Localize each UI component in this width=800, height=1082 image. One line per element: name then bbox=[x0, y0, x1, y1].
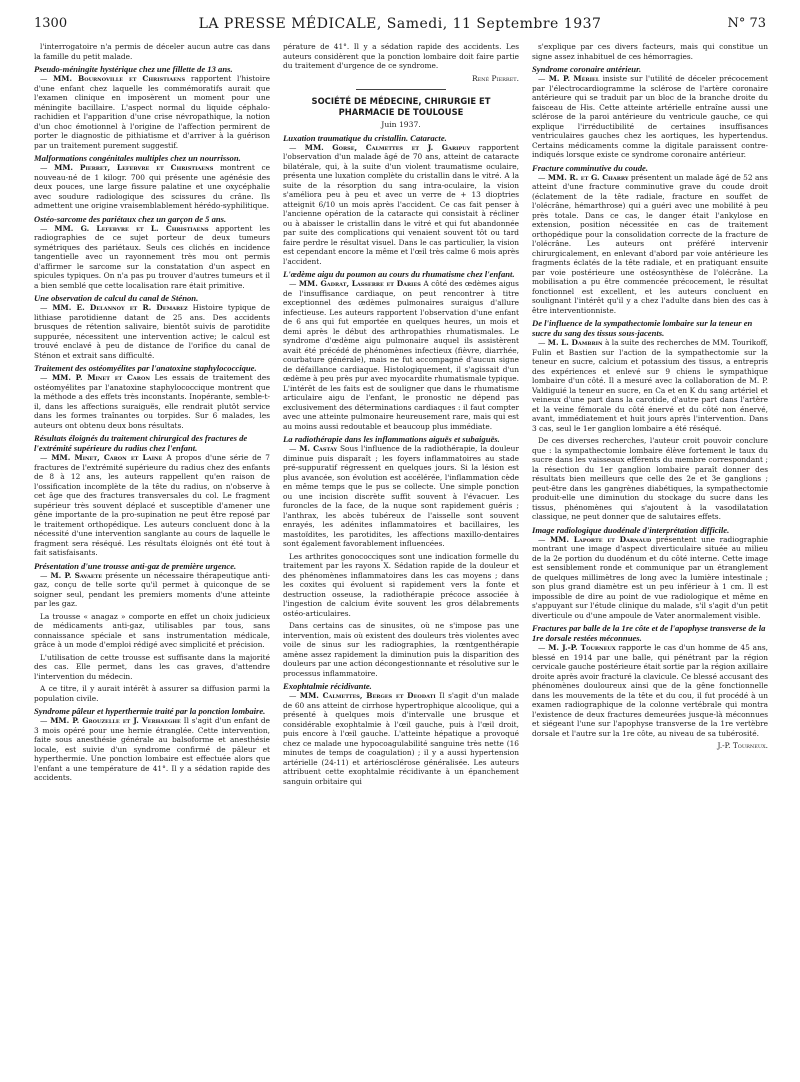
paragraph bbox=[283, 621, 519, 678]
abstract-title: Luxation traumatique du cristallin. Cataracte. bbox=[283, 132, 447, 143]
body-text: L'utilisation de cette trousse est suffisante dans la majorité des cas. Elle permet, dans les cas graves, d'attendre l'intervention du médecin. bbox=[34, 652, 270, 681]
signature-pierret: René Pierret. bbox=[471, 73, 519, 83]
abstract-body: — M. Castay Sous l'influence de la radiothérapie, la douleur diminue puis disparaît ; les foyers inflammatoires au stade pré-suppuratif régressent en quelques jours. Si la lésion est plus avancée, son évolution est accélérée, l'inflammation cède en même temps que le pus se collecte. Une simple ponction ou une incision discrète suffit souvent à l'évacuer. Les furoncles de la face, de la nuque sont rapidement guéris ; l'anthrax, les abcès tubéreux de l'aisselle sont souvent enrayés, les adénites inflammatoires et bacillaires, les mastoïdites, les parotidites, les affections maxillo-dentaires sont également favorablement influencées. bbox=[283, 444, 519, 548]
abstract-body: — MM. Gorse, Calmettes et J. Garipuy rapportent l'observation d'un malade âgé de 70 ans, atteint de cataracte bilatérale, qui, à la suite d'un violent traumatisme oculaire, présenta une luxation complète du cristallin dans le vitré. A la suite de la résorption du sang intra-oculaire, la vision s'améliora peu à peu et avec un verre de + 13 dioptries atteignit 6/10 un mois après l'accident. Ce cas fait penser à l'ancienne opération de la cataracte qui consistait à récliner ou à abaisser le cristallin dans le vitré et qui fut abandonnée par suite des complications qui venaient souvent tôt ou tard faire perdre le résultat visuel. Dans le cas particulier, la vision est cependant encore la même et l'œil très calme 6 mois après l'accident. bbox=[283, 142, 519, 266]
body-text: Sous l'influence de la radiothérapie, la douleur diminue puis disparaît ; les foyers inflammatoires au stade pré-suppuratif régressent en quelques jours. Si la lésion est plus avancée, son évolution est accélérée, l'inflammation cède en même temps que le pus se collecte. Une simple ponction ou une incision discrète suffit souvent à l'évacuer. Les furoncles de la face, de la nuque sont rapidement guéris ; l'anthrax, les abcès tubéreux de l'aisselle sont souvent enrayés, les adénites inflammatoires et bacillaires, les mastoïdites, les parotidites, les affections maxillo-dentaires sont également favorablement influencées. bbox=[283, 444, 519, 548]
body-text: A côté des œdèmes aigus de l'insuffisance cardiaque, on peut rencontrer à titre exceptionnel des œdèmes pulmonaires suraigus d'allure infectieuse. Les auteurs rapportent l'observation d'une enfant de 6 ans qui fut emportée en quelques heures, un mois et demi après le début des arthropathies rhumatismales. Le syndrome d'œdème aigu pulmonaire auquel ils assistèrent avait été précédé de phénomènes infectieux (fièvre, diarrhée, courbature générale), mais ne fut accompagné d'aucun signe de défaillance cardiaque. Histologiquement, il s'agissait d'un œdème à peu près pur avec myocardite rhumatismale typique. L'intérêt de les faits est de souligner que dans le rhumatisme articulaire aigu de l'enfant, le pronostic ne dépend pas exclusivement des déterminations cardiaques : il faut compter avec une atteinte pulmonaire heureusement rare, mais qui est au moins aussi redoutable et beaucoup plus immédiate. bbox=[283, 279, 519, 431]
abstract-title: Image radiologique duodénale d'interprétation difficile. bbox=[532, 524, 730, 535]
column-2 bbox=[283, 42, 519, 1072]
issue-number: N° 73 bbox=[727, 16, 766, 31]
abstract-body: — MM. Minet, Caron et Laine A propos d'une série de 7 fractures de l'extrémité supérieure du radius chez des enfants de 8 à 12 ans, les auteurs rappellent qu'en raison de l'ossification incomplète de la tête du radius, on n'observe à cet âge que des fractures transversales du col. Le fragment supérieur très souvent déplacé et susceptible d'amener une gêne importante de la pro-supination ne peut être reposé par le traitement orthopédique. Les auteurs concluent donc à la nécessité d'une intervention sanglante au cours de laquelle le fragment sera réséqué. Les résultats éloignés ont été tout à fait satisfaisants. bbox=[34, 453, 270, 557]
abstract-body: — MM. P. Minet et Caron Les essais de traitement des ostéomyélites par l'anatoxine staphylococcique montrent que la méthode a des effets très inconstants. Inopérante, semble-t-il, dans les affections suraiguës, elle rendrait plutôt service dans les formes traînantes ou torpides. Sur 6 malades, les auteurs ont obtenu deux bons résultats. bbox=[34, 373, 270, 430]
paragraph bbox=[532, 436, 768, 522]
body-text: Il s'agit d'un enfant de 3 mois opéré pour une hernie étranglée. Cette intervention, faite sous anesthésie générale au balsoforme et anesthésie locale, est suivie d'un syndrome confirmé de pâleur et hyperthermie. Une ponction lombaire est effectuée alors que l'enfant a une température de 41°. Il y a sédation rapide des accidents. bbox=[34, 716, 270, 782]
body-text: à la suite des recherches de MM. Tourikoff, Fulin et Bastien sur l'action de la sympathectomie sur la teneur en sucre, calcium et potassium des tissus, a entrepris des expériences et enlevé sur 9 chiens le sympathique lombaire d'un côté. Il a mesuré avec la collaboration de M. P. Valdiguié la teneur en sucre, en Ca et en K du sang artériel et veineux d'une part dans la carotide, d'autre part dans l'artère et la veine fémorale du côté énervé et du côté non énervé, avant, immédiatement et huit jours après l'intervention. Dans 3 cas, seul le 1er ganglion lombaire a été réséqué. bbox=[532, 338, 768, 433]
body-text: De ces diverses recherches, l'auteur croit pouvoir conclure que : la sympathectomie lombaire élève fortement le taux du sucre dans les vaisseaux efférents du membre correspondant ; la résection du 1er ganglion lombaire paraît donner des résultats bien meilleurs que celle des 2e et 3e ganglions ; peut-être dans les gangrènes diabétiques, la sympathectomie produit-elle une diminution du stockage du sucre dans les tissus, phénomènes qui s'ajoutent à la vasodilatation classique, ne peut donner que de salutaires effets. bbox=[532, 436, 768, 521]
abstract-body: — MM. Gadrat, Lasserre et Daries A côté des œdèmes aigus de l'insuffisance cardiaque, on peut rencontrer à titre exceptionnel des œdèmes pulmonaires suraigus d'allure infectieuse. Les auteurs rapportent l'observation d'une enfant de 6 ans qui fut emportée en quelques heures, un mois et demi après le début des arthropathies rhumatismales. Le syndrome d'œdème aigu pulmonaire auquel ils assistèrent avait été précédé de phénomènes infectieux (fièvre, diarrhée, courbature générale), mais ne fut accompagné d'aucun signe de défaillance cardiaque. Histologiquement, il s'agissait d'un œdème à peu près pur avec myocardite rhumatismale typique. L'intérêt de les faits est de souligner que dans le rhumatisme articulaire aigu de l'enfant, le pronostic ne dépend pas exclusivement des déterminations cardiaques : il faut compter avec une atteinte pulmonaire heureusement rare, mais qui est au moins aussi redoutable et beaucoup plus immédiate. bbox=[283, 279, 519, 431]
body-text: rapportent l'histoire d'une enfant chez laquelle les commémoratifs aurait que l'examen clinique en imposèrent un moment pour une méningite bacillaire. L'aspect normal du liquide céphalo-rachidien et l'apparition d'une crise névropathique, la notion d'un choc émotionnel à l'origine de l'affection permirent de porter le diagnostic de pithiatisme et d'arriver à la guérison par un traitement purement suggestif. bbox=[34, 74, 270, 150]
body-text: présentent un malade âgé de 52 ans atteint d'une fracture comminutive grave du coude droit (éclatement de la tête radiale, fracture en souffet de l'olécrâne, hémarthrose) qui a guéri avec une mobilité à peu près totale. Dans ce cas, le danger était l'ankylose en extension, position nécessitée en cas de traitement orthopédique pour la consolidation correcte de la fracture de l'olécrâne. Les auteurs ont préféré intervenir chirurgicalement, en enlevant d'abord par voie antérieure les fragments éclatés de la tête radiale, et en pratiquant ensuite par voie postérieure une ostéosynthèse de l'olécrâne. La mobilisation a pu être commencée précocement, le résultat fonctionnel est excellent, et les auteurs concluent en soulignant l'intérêt qu'il y a chez l'adulte dans bien des cas à être interventionniste. bbox=[532, 172, 768, 315]
column-3 bbox=[532, 42, 768, 1072]
abstract-title: Syndrome pâleur et hyperthermie traité par la ponction lombaire. bbox=[34, 706, 266, 716]
signature-tourneux: J.-P. Tourneux. bbox=[717, 741, 768, 750]
body-text: rapporte le cas d'un homme de 45 ans, blessé en 1914 par une balle, qui pénétrant par la région cervicale gauche postérieure était sortie par la région axillaire droite après avoir fracturé la clavicule. Ce blessé accusant des phénomènes douloureux ainsi que de la gêne fonctionnelle dans les mouvements de la tête et du cou, il fut procédé à un examen radiographique de la colonne vertébrale qui montra l'existence de deux fractures demeurées jusque-là méconnues et siégeant l'une sur l'apophyse transverse de la 1re vertèbre dorsale et l'autre sur la 1re côte, au niveau de sa tubérosité. bbox=[532, 643, 768, 738]
page-number: 1300 bbox=[34, 16, 68, 31]
body-text: A propos d'une série de 7 fractures de l'extrémité supérieure du radius chez des enfants de 8 à 12 ans, les auteurs rappellent qu'en raison de l'ossification incomplète de la tête du radius, on n'observe à cet âge que des fractures transversales du col. Le fragment supérieur très souvent déplacé et susceptible d'amener une gêne importante de la pro-supination ne peut être reposé par le traitement orthopédique. Les auteurs concluent donc à la nécessité d'une intervention sanglante au cours de laquelle le fragment sera réséqué. Les résultats éloignés ont été tout à fait satisfaisants. bbox=[34, 453, 270, 557]
body-text: montrent ce nouveau-né de 1 kilogr. 700 qui présente une agénésie des deux pouces, une large fissure palatine et une oxycéphalie avec soudure radiologique des scissures du crâne. Ils admettent une origine vraisemblablement hérédo-syphilitique. bbox=[34, 163, 270, 210]
author-names: M. P. Mériel bbox=[548, 74, 600, 83]
author-names: MM. E. Delannoy et R. Demarez bbox=[52, 303, 188, 312]
abstract-body: — M. J.-P. Tourneux rapporte le cas d'un homme de 45 ans, blessé en 1914 par une balle, qui pénétrant par la région cervicale gauche postérieure était sortie par la région axillaire droite après avoir fracturé la clavicule. Ce blessé accusant des phénomènes douloureux ainsi que de la gêne fonctionnelle dans les mouvements de la tête et du cou, il fut procédé à un examen radiographique de la colonne vertébrale qui montra l'existence de deux fractures demeurées jusque-là méconnues et siégeant l'une sur l'apophyse transverse de la 1re vertèbre dorsale et l'autre sur la 1re côte, au niveau de sa tubérosité. bbox=[532, 643, 768, 738]
body-text: insiste sur l'utilité de déceler précocement par l'électrocardiogramme la sclérose de l'artère coronaire antérieure qui se traduit par un bloc de la branche droite du faisceau de His. Cette atteinte artérielle entraîne aussi une sclérose de la paroi antérieure du ventricule gauche, ce qui explique l'irréductibilité de certaines insuffisances ventriculaires gauches chez les aortiques, les hypertendus. Certains médicaments comme la digitale paraissent contre-indiqués lorsque existe ce syndrome coronaire antérieur. bbox=[532, 74, 768, 159]
author-names: MM. G. Lefebvre et L. Christiaens bbox=[54, 223, 209, 233]
body-text: rapportent l'observation d'un malade âgé de 70 ans, atteint de cataracte bilatérale, qui, à la suite d'un violent traumatisme oculaire, présenta une luxation complète du cristallin dans le vitré. A la suite de la résorption du sang intra-oculaire, la vision s'améliora peu à peu et avec un verre de + 13 dioptries atteignit 6/10 un mois après l'accident. Ce cas fait penser à l'ancienne opération de la cataracte qui consistait à récliner ou à abaisser le cristallin dans le vitré et qui fut abandonnée par suite des complications qui venaient souvent tôt ou tard faire perdre le résultat visuel. Dans le cas particulier, la vision est cependant encore la même et l'œil très calme 6 mois après l'accident. bbox=[283, 142, 519, 266]
column-1 bbox=[34, 42, 270, 1072]
abstract-title: Malformations congénitales multiples chez un nourrisson. bbox=[34, 153, 241, 163]
body-text: apportent les radiographies de ce sujet porteur de deux tumeurs symétriques des pariétaux. Seuls ces clichés en incidence tangentielle avec un rayonnement très mou ont permis d'affirmer le sarcome sur la constatation d'un aspect en spicules typiques. On n'a pas pu trouver d'autres tumeurs et il a bien semblé que cette localisation rare était primitive. bbox=[34, 223, 270, 290]
journal-title: LA PRESSE MÉDICALE, Samedi, 11 Septembre 1937 bbox=[198, 16, 602, 32]
paragraph bbox=[283, 552, 519, 619]
abstract-title: Ostéo-sarcome des pariétaux chez un garçon de 5 ans. bbox=[34, 213, 227, 224]
abstract-body: — MM. Bournoville et Christiaens rapportent l'histoire d'une enfant chez laquelle les commémoratifs aurait que l'examen clinique en imposèrent un moment pour une méningite bacillaire. L'aspect normal du liquide céphalo-rachidien et l'apparition d'une crise névropathique, la notion d'un choc émotionnel à l'origine de l'affection permirent de porter le diagnostic de pithiatisme et d'arriver à la guérison par un traitement purement suggestif. bbox=[34, 74, 270, 150]
paragraph bbox=[34, 612, 270, 650]
society-heading: SOCIÉTÉ DE MÉDECINE, CHIRURGIE ET PHARMACIE DE TOULOUSE bbox=[311, 96, 491, 117]
abstract-title: Une observation de calcul du canal de Sténon. bbox=[34, 293, 199, 303]
abstract-title: Pseudo-méningite hystérique chez une fillette de 13 ans. bbox=[34, 64, 233, 74]
author-names: MM. P. Minet et Caron bbox=[51, 373, 150, 382]
abstract-title: Présentation d'une trousse anti-gaz de première urgence. bbox=[34, 560, 237, 571]
body-text: Il s'agit d'un malade de 60 ans atteint de cirrhose hypertrophique alcoolique, qui a présenté à quelques mois d'intervalle une brusque et considérable exophtalmie à l'œil gauche, puis à l'œil droit, puis encore à l'œil gauche. L'atteinte hépatique a provoqué chez ce malade une hypocoagulabilité sanguine très nette (16 minutes de temps de coagulation) ; il y a aussi hypertension artérielle (24-11) et artériosclérose généralisée. Les auteurs attribuent cette exophtalmie récidivante à un épanchement sanguin orbitaire qui bbox=[283, 691, 519, 786]
abstract-title: Syndrome coronaire antérieur. bbox=[532, 64, 642, 74]
paragraph bbox=[34, 42, 270, 61]
column-2-lead-text: pérature de 41°. Il y a sédation rapide des accidents. Les auteurs considèrent que la ponction lombaire doit faire partie du traitement d'urgence de ce syndrome. bbox=[283, 42, 519, 70]
body-text: s'explique par ces divers facteurs, mais qui constitue un signe assez inhabituel de ces hémorragies. bbox=[532, 42, 768, 61]
abstract-body: — M. P. Mériel insiste sur l'utilité de déceler précocement par l'électrocardiogramme la sclérose de l'artère coronaire antérieure qui se traduit par un bloc de la branche droite du faisceau de His. Cette atteinte artérielle entraîne aussi une sclérose de la paroi antérieure du ventricule gauche, ce qui explique l'irréductibilité de certaines insuffisances ventriculaires gauches chez les aortiques, les hypertendus. Certains médicaments comme la digitale paraissent contre-indiqués lorsque existe ce syndrome coronaire antérieur. bbox=[532, 74, 768, 159]
abstract-title: L'œdème aigu du poumon au cours du rhumatisme chez l'enfant. bbox=[283, 269, 515, 279]
body-text: Les arthrites gonococciques sont une indication formelle du traitement par les rayons X. Sédation rapide de la douleur et des phénomènes inflammatoires dans les cas moyens ; dans les coxites qui évoluent si rapidement vers la fonte et destruction osseuse, la radiothérapie précoce associée à l'ingestion de calcium évite souvent les gros délabrements ostéo-articulaires. bbox=[283, 551, 519, 618]
abstract-body: — MM. Calmettes, Berges et Deodati Il s'agit d'un malade de 60 ans atteint de cirrhose hypertrophique alcoolique, qui a présenté à quelques mois d'intervalle une brusque et considérable exophtalmie à l'œil gauche, puis à l'œil droit, puis encore à l'œil gauche. L'atteinte hépatique a provoqué chez ce malade une hypocoagulabilité sanguine très nette (16 minutes de temps de coagulation) ; il y a aussi hypertension artérielle (24-11) et artériosclérose généralisée. Les auteurs attribuent cette exophtalmie récidivante à un épanchement sanguin orbitaire qui bbox=[283, 691, 519, 786]
abstract-body: — M. P. Savaete présente un nécessaire thérapeutique anti-gaz, conçu de telle sorte qu'il permet à quiconque de se soigner seul, pendant les premiers moments d'une atteinte par les gaz. bbox=[34, 570, 270, 608]
paragraph bbox=[34, 684, 270, 703]
paragraph bbox=[34, 653, 270, 682]
abstract-body: — MM. P. Grouzelle et J. Verhaeghe Il s'agit d'un enfant de 3 mois opéré pour une hernie étranglée. Cette intervention, faite sous anesthésie générale au balsoforme et anesthésie locale, est suivie d'un syndrome confirmé de pâleur et hyperthermie. Une ponction lombaire est effectuée alors que l'enfant a une température de 41°. Il y a sédation rapide des accidents. bbox=[34, 716, 270, 782]
paragraph bbox=[532, 42, 768, 61]
author-names: MM. Bournoville et Christiaens bbox=[53, 74, 186, 83]
author-names: M. Castay bbox=[299, 444, 338, 453]
society-session-date: Juin 1937. bbox=[381, 120, 421, 129]
author-names: M. J.-P. Tourneux bbox=[548, 643, 616, 652]
section-divider bbox=[356, 89, 446, 90]
abstract-body: — MM. E. Delannoy et R. Demarez Histoire typique de lithiase parotidienne datant de 25 ans. Des accidents brusques de rétention salivaire, bientôt suivis de parotidite suppurée, nécessitent une intervention active; le calcul est trouvé enclavé à peu de distance de l'orifice du canal de Sténon et extrait sans difficulté. bbox=[34, 303, 270, 360]
abstract-body: — MM. R. et G. Charry présentent un malade âgé de 52 ans atteint d'une fracture comminutive grave du coude droit (éclatement de la tête radiale, fracture en souffet de l'olécrâne, hémarthrose) qui a guéri avec une mobilité à peu près totale. Dans ce cas, le danger était l'ankylose en extension, position nécessitée en cas de traitement orthopédique pour la consolidation correcte de la fracture de l'olécrâne. Les auteurs ont préféré intervenir chirurgicalement, en enlevant d'abord par voie antérieure les fragments éclatés de la tête radiale, et en pratiquant ensuite par voie postérieure une ostéosynthèse de l'olécrâne. La mobilisation a pu être commencée précocement, le résultat fonctionnel est excellent, et les auteurs concluent en soulignant l'intérêt qu'il y a chez l'adulte dans bien des cas à être interventionniste. bbox=[532, 172, 768, 315]
abstract-title: De l'influence de la sympathectomie lombaire sur la teneur en sucre du sang des tissus sous-jacents. bbox=[532, 318, 753, 338]
body-text: Les essais de traitement des ostéomyélites par l'anatoxine staphylococcique montrent que la méthode a des effets très inconstants. Inopérante, semble-t-il, dans les affections suraiguës, elle rendrait plutôt service dans les formes traînantes ou torpides. Sur 6 malades, les auteurs ont obtenu deux bons résultats. bbox=[34, 373, 270, 430]
body-text: Dans certains cas de sinusites, où ne s'impose pas une intervention, mais où existent des douleurs très violentes avec voile de sinus sur les radiographies, la rœntgenthérapie amène assez rapidement la diminution puis la disparition des douleurs par une action décongestionnante et résolutive sur le processus inflammatoire. bbox=[283, 621, 519, 678]
body-text: A ce titre, il y aurait intérêt à assurer sa diffusion parmi la population civile. bbox=[34, 684, 270, 703]
body-text: La trousse « anagaz » comporte en effet un choix judicieux de médicaments anti-gaz, utilisables par tous, sans connaissance spéciale et sans instrumentation médicale, grâce à un mode d'emploi rédigé avec simplicité et précision. bbox=[34, 611, 270, 649]
abstract-body: — MM. G. Lefebvre et L. Christiaens apportent les radiographies de ce sujet porteur de deux tumeurs symétriques des pariétaux. Seuls ces clichés en incidence tangentielle avec un rayonnement très mou ont permis d'affirmer le sarcome sur la constatation d'un aspect en spicules typiques. On n'a pas pu trouver d'autres tumeurs et il a bien semblé que cette localisation rare était primitive. bbox=[34, 223, 270, 290]
abstract-title: Fracture comminutive du coude. bbox=[532, 162, 649, 173]
author-names: MM. Gorse, Calmettes et J. Garipuy bbox=[304, 142, 471, 152]
abstract-title: Traitement des ostéomyélites par l'anatoxine staphylococcique. bbox=[34, 363, 257, 373]
author-names: MM. R. et G. Charry bbox=[547, 172, 629, 182]
abstract-body: — MM. Pierret, Lefebvre et Christiaens montrent ce nouveau-né de 1 kilogr. 700 qui présente une agénésie des deux pouces, une large fissure palatine et une oxycéphalie avec soudure radiologique des scissures du crâne. Ils admettent une origine vraisemblablement hérédo-syphilitique. bbox=[34, 163, 270, 210]
abstract-body: — MM. Laporte et Darnaud présentent une radiographie montrant une image d'aspect diverticulaire située au milieu de la 2e portion du duodénum et du côté interne. Cette image est sensiblement ronde et communique par un étranglement de quelques millimètres de long avec la lumière intestinale ; son plus grand diamètre est un peu inférieur à 1 cm. Il est impossible de dire au point de vue radiologique et même en s'appuyant sur l'étude clinique du malade, s'il s'agit d'un petit diverticule ou d'une ampoule de Vater anormalement visible. bbox=[532, 534, 768, 620]
author-names: M. P. Savaete bbox=[50, 570, 103, 580]
body-text: l'interrogatoire n'a permis de déceler aucun autre cas dans la famille du petit malade. bbox=[34, 42, 270, 61]
page-header bbox=[34, 16, 766, 40]
body-text: présente un nécessaire thérapeutique anti-gaz, conçu de telle sorte qu'il permet à quiconque de se soigner seul, pendant les premiers moments d'une atteinte par les gaz. bbox=[34, 570, 270, 608]
author-names: MM. Pierret, Lefebvre et Christiaens bbox=[54, 163, 214, 172]
body-text: présentent une radiographie montrant une image d'aspect diverticulaire située au milieu de la 2e portion du duodénum et du côté interne. Cette image est sensiblement ronde et communique par un étranglement de quelques millimètres de long avec la lumière intestinale ; son plus grand diamètre est un peu inférieur à 1 cm. Il est impossible de dire au point de vue radiologique et même en s'appuyant sur l'étude clinique du malade, s'il s'agit d'un petit diverticule ou d'une ampoule de Vater anormalement visible. bbox=[532, 534, 768, 620]
abstract-title: Exophtalmie récidivante. bbox=[283, 681, 372, 691]
author-names: M. L. Dambrin bbox=[547, 338, 603, 347]
abstract-title: Fractures par balle de la 1re côte et de l'apophyse transverse de la 1re dorsale restées méconnues. bbox=[532, 623, 766, 643]
author-names: MM. Calmettes, Berges et Deodati bbox=[299, 691, 436, 700]
author-names: MM. P. Grouzelle et J. Verhaeghe bbox=[50, 716, 181, 725]
author-names: MM. Minet, Caron et Laine bbox=[51, 453, 163, 462]
abstract-body: — M. L. Dambrin à la suite des recherches de MM. Tourikoff, Fulin et Bastien sur l'action de la sympathectomie sur la teneur en sucre, calcium et potassium des tissus, a entrepris des expériences et enlevé sur 9 chiens le sympathique lombaire d'un côté. Il a mesuré avec la collaboration de M. P. Valdiguié la teneur en sucre, en Ca et en K du sang artériel et veineux d'une part dans la carotide, d'autre part dans l'artère et la veine fémorale du côté énervé et du côté non énervé, avant, immédiatement et huit jours après l'intervention. Dans 3 cas, seul le 1er ganglion lombaire a été réséqué. bbox=[532, 338, 768, 433]
body-text: Histoire typique de lithiase parotidienne datant de 25 ans. Des accidents brusques de rétention salivaire, bientôt suivis de parotidite suppurée, nécessitent une intervention active; le calcul est trouvé enclavé à peu de distance de l'orifice du canal de Sténon et extrait sans difficulté. bbox=[34, 303, 270, 360]
author-names: MM. Gadrat, Lasserre et Daries bbox=[298, 279, 421, 288]
author-names: MM. Laporte et Darnaud bbox=[549, 534, 652, 544]
article-columns bbox=[34, 42, 768, 1072]
abstract-title: La radiothérapie dans les inflammations aiguës et subaiguës. bbox=[283, 434, 500, 444]
abstract-title: Résultats éloignés du traitement chirurgical des fractures de l'extrémité supérieure du radius chez l'enfant. bbox=[34, 433, 248, 453]
